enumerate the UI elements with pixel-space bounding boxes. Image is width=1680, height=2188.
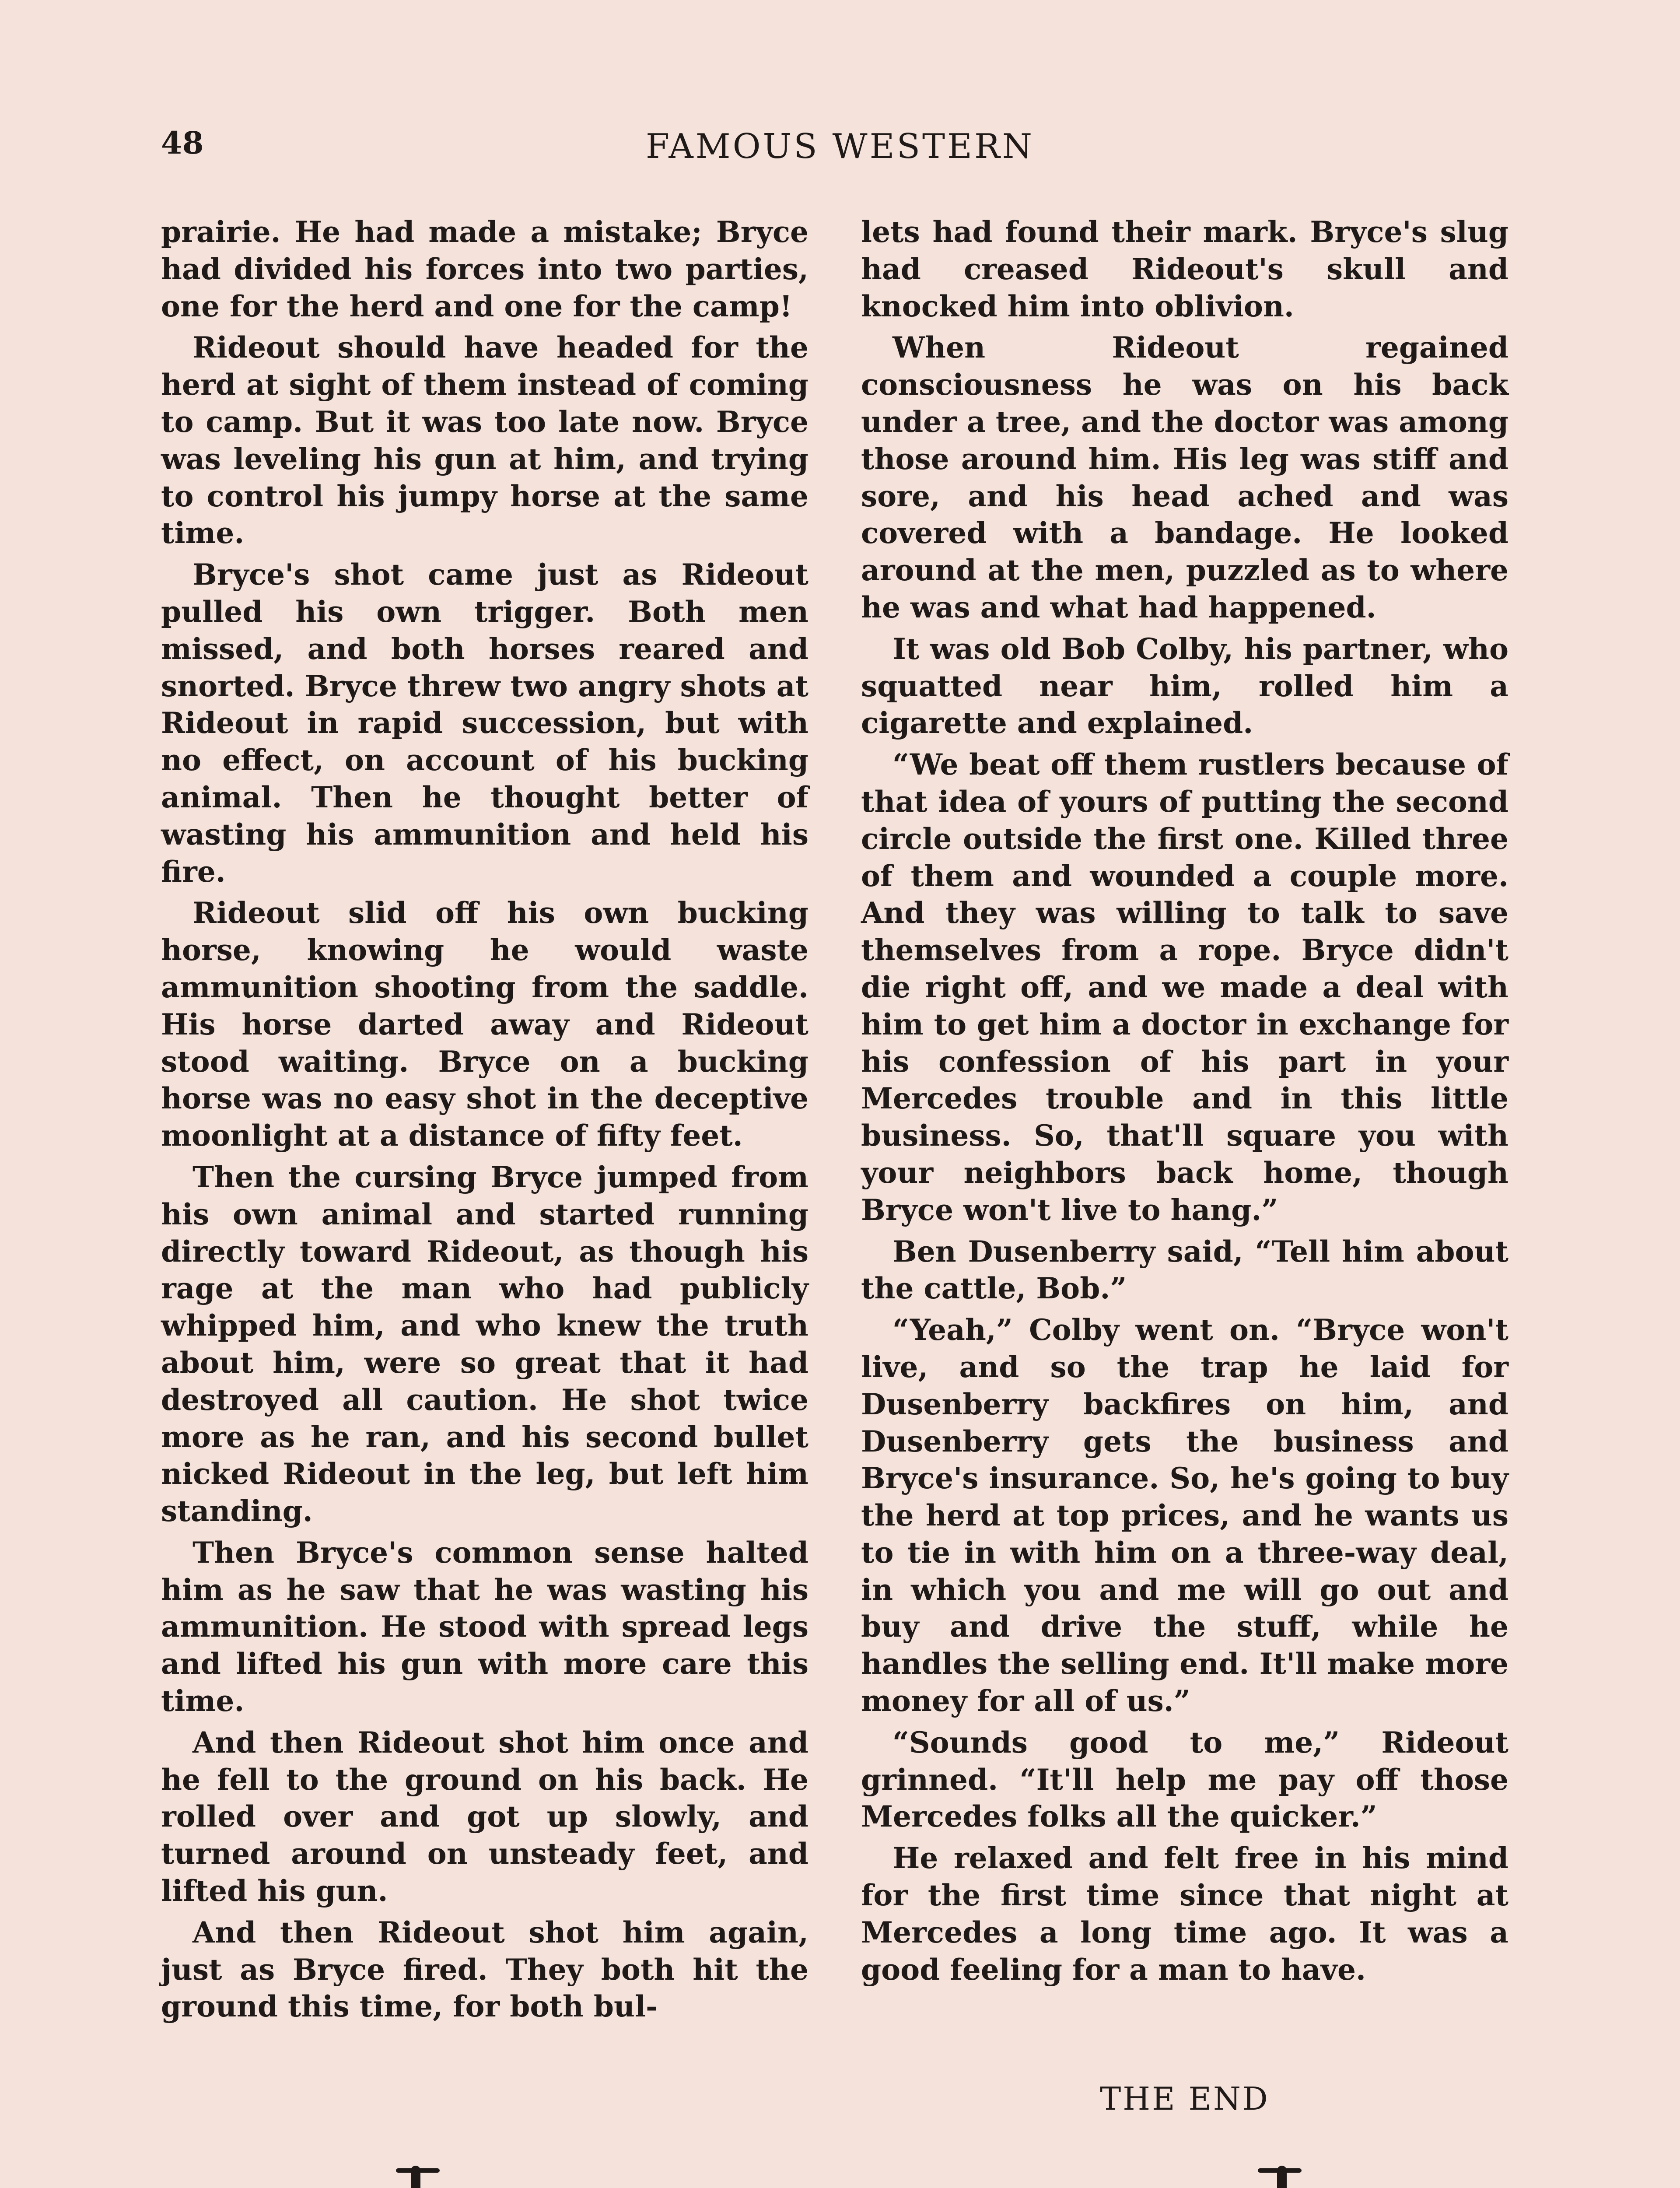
paragraph: Bryce's shot came just as Rideout pulled his own trigger. Both men missed, and both horses reared and snorted. Bryce threw two angry shots at Rideout in rapid succession, but with no effect, on account of his bucking animal. Then he thought better of wasting his ammunition and held his fire. [161, 558, 808, 889]
paragraph: “We beat off them rustlers because of that idea of yours of putting the second circle outside the first one. Killed three of them and wounded a couple more. And they was willing to talk to save themselves from a rope. Bryce didn't die right off, and we made a deal with him to get him a doctor in exchange for his confession of his part in your Mercedes trouble and in this little business. So, that'll square you with your neighbors back home, though Bryce won't live to hang.” [861, 747, 1508, 1227]
text-column-right [861, 214, 1508, 1988]
paragraph: Rideout slid off his own bucking horse, knowing he would waste ammunition shooting from the saddle. His horse darted away and Rideout stood waiting. Bryce on a bucking horse was no easy shot in the deceptive moonlight at a distance of fifty feet. [161, 896, 808, 1153]
paragraph: And then Rideout shot him once and he fell to the ground on his back. He rolled over and got up slowly, and turned around on unsteady feet, and lifted his gun. [161, 1725, 808, 1908]
paragraph: “Yeah,” Colby went on. “Bryce won't live, and so the trap he laid for Dusenberry backfires on him, and Dusenberry gets the business and Bryce's insurance. So, he's going to buy the herd at top prices, and he wants us to tie in with him on a three-way deal, in which you and me will go out and buy and drive the stuff, while he handles the selling end. It'll make more money for all of us.” [861, 1313, 1508, 1718]
paragraph: It was old Bob Colby, his partner, who squatted near him, rolled him a cigarette and explained. [861, 631, 1508, 740]
paragraph: Ben Dusenberry said, “Tell him about the cattle, Bob.” [861, 1234, 1508, 1306]
running-head: FAMOUS WESTERN [646, 127, 1034, 166]
decorative-ornament-icon [306, 2162, 1391, 2188]
paragraph: Then the cursing Bryce jumped from his own animal and started running directly toward Rideout, as though his rage at the man who had publicly whipped him, and who knew the truth about him, were so great that it had destroyed all caution. He shot twice more as he ran, and his second bullet nicked Rideout in the leg, but left him standing. [161, 1160, 808, 1529]
paragraph: Rideout should have headed for the herd at sight of them instead of coming to camp. But it was too late now. Bryce was leveling his gun at him, and trying to control his jumpy horse at the same time. [161, 330, 808, 551]
paragraph: And then Rideout shot him again, just as Bryce fired. They both hit the ground this time, for both bul- [161, 1915, 808, 2024]
the-end-label: THE END [1100, 2080, 1270, 2117]
page-number: 48 [161, 125, 204, 161]
paragraph: prairie. He had made a mistake; Bryce had divided his forces into two parties, one for the herd and one for the camp! [161, 215, 808, 323]
text-column-left [161, 214, 808, 2025]
paragraph: lets had found their mark. Bryce's slug had creased Rideout's skull and knocked him into oblivion. [861, 215, 1508, 323]
paragraph: Then Bryce's common sense halted him as he saw that he was wasting his ammunition. He stood with spread legs and lifted his gun with more care this time. [161, 1535, 808, 1718]
paragraph: “Sounds good to me,” Rideout grinned. “It'll help me pay off those Mercedes folks all the quicker.” [861, 1725, 1508, 1834]
paragraph: When Rideout regained consciousness he was on his back under a tree, and the doctor was among those around him. His leg was stiff and sore, and his head ached and was covered with a bandage. He looked around at the men, puzzled as to where he was and what had happened. [861, 330, 1508, 624]
paragraph: He relaxed and felt free in his mind for the first time since that night at Mercedes a long time ago. It was a good feeling for a man to have. [861, 1841, 1508, 1987]
